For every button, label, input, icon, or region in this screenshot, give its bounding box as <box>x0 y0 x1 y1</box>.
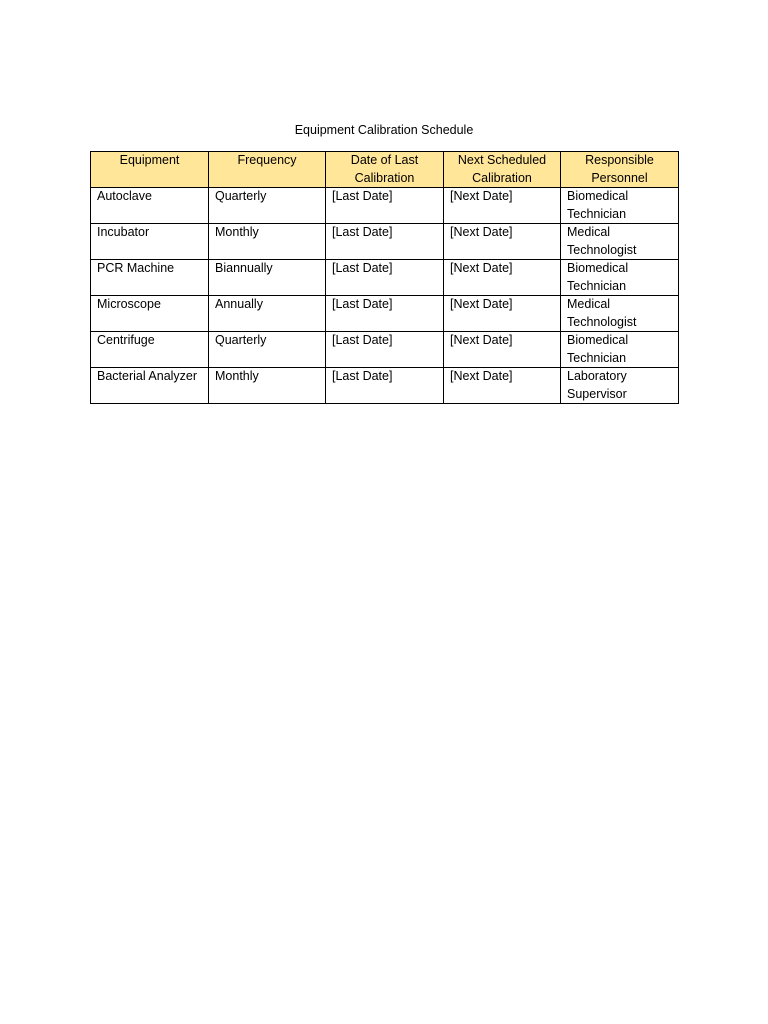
cell-next-date: [Next Date] <box>444 332 561 368</box>
table-header <box>91 152 679 188</box>
column-header-equipment: Equipment <box>91 152 209 188</box>
cell-next-date: [Next Date] <box>444 188 561 224</box>
column-header-frequency: Frequency <box>209 152 326 188</box>
cell-frequency: Quarterly <box>209 188 326 224</box>
header-row <box>91 152 679 188</box>
cell-last-date: [Last Date] <box>326 188 444 224</box>
table-row <box>91 296 679 332</box>
cell-equipment: Autoclave <box>91 188 209 224</box>
cell-frequency: Monthly <box>209 224 326 260</box>
cell-equipment: Bacterial Analyzer <box>91 368 209 404</box>
cell-last-date: [Last Date] <box>326 224 444 260</box>
cell-frequency: Monthly <box>209 368 326 404</box>
cell-next-date: [Next Date] <box>444 224 561 260</box>
column-header-responsible-personnel: Responsible Personnel <box>561 152 679 188</box>
cell-last-date: [Last Date] <box>326 260 444 296</box>
cell-frequency: Annually <box>209 296 326 332</box>
column-header-last-calibration: Date of Last Calibration <box>326 152 444 188</box>
cell-equipment: PCR Machine <box>91 260 209 296</box>
table-row <box>91 260 679 296</box>
cell-frequency: Biannually <box>209 260 326 296</box>
cell-responsible: Biomedical Technician <box>561 260 679 296</box>
cell-next-date: [Next Date] <box>444 368 561 404</box>
cell-responsible: Medical Technologist <box>561 296 679 332</box>
cell-next-date: [Next Date] <box>444 260 561 296</box>
cell-last-date: [Last Date] <box>326 296 444 332</box>
table-row <box>91 368 679 404</box>
cell-next-date: [Next Date] <box>444 296 561 332</box>
cell-responsible: Laboratory Supervisor <box>561 368 679 404</box>
cell-equipment: Incubator <box>91 224 209 260</box>
cell-responsible: Biomedical Technician <box>561 332 679 368</box>
table-row <box>91 188 679 224</box>
calibration-table <box>90 151 679 404</box>
cell-responsible: Biomedical Technician <box>561 188 679 224</box>
cell-equipment: Microscope <box>91 296 209 332</box>
page-title: Equipment Calibration Schedule <box>294 123 474 137</box>
table-row <box>91 332 679 368</box>
cell-frequency: Quarterly <box>209 332 326 368</box>
cell-last-date: [Last Date] <box>326 332 444 368</box>
cell-equipment: Centrifuge <box>91 332 209 368</box>
cell-responsible: Medical Technologist <box>561 224 679 260</box>
column-header-next-calibration: Next Scheduled Calibration <box>444 152 561 188</box>
table-row <box>91 224 679 260</box>
table-body <box>91 188 679 404</box>
cell-last-date: [Last Date] <box>326 368 444 404</box>
